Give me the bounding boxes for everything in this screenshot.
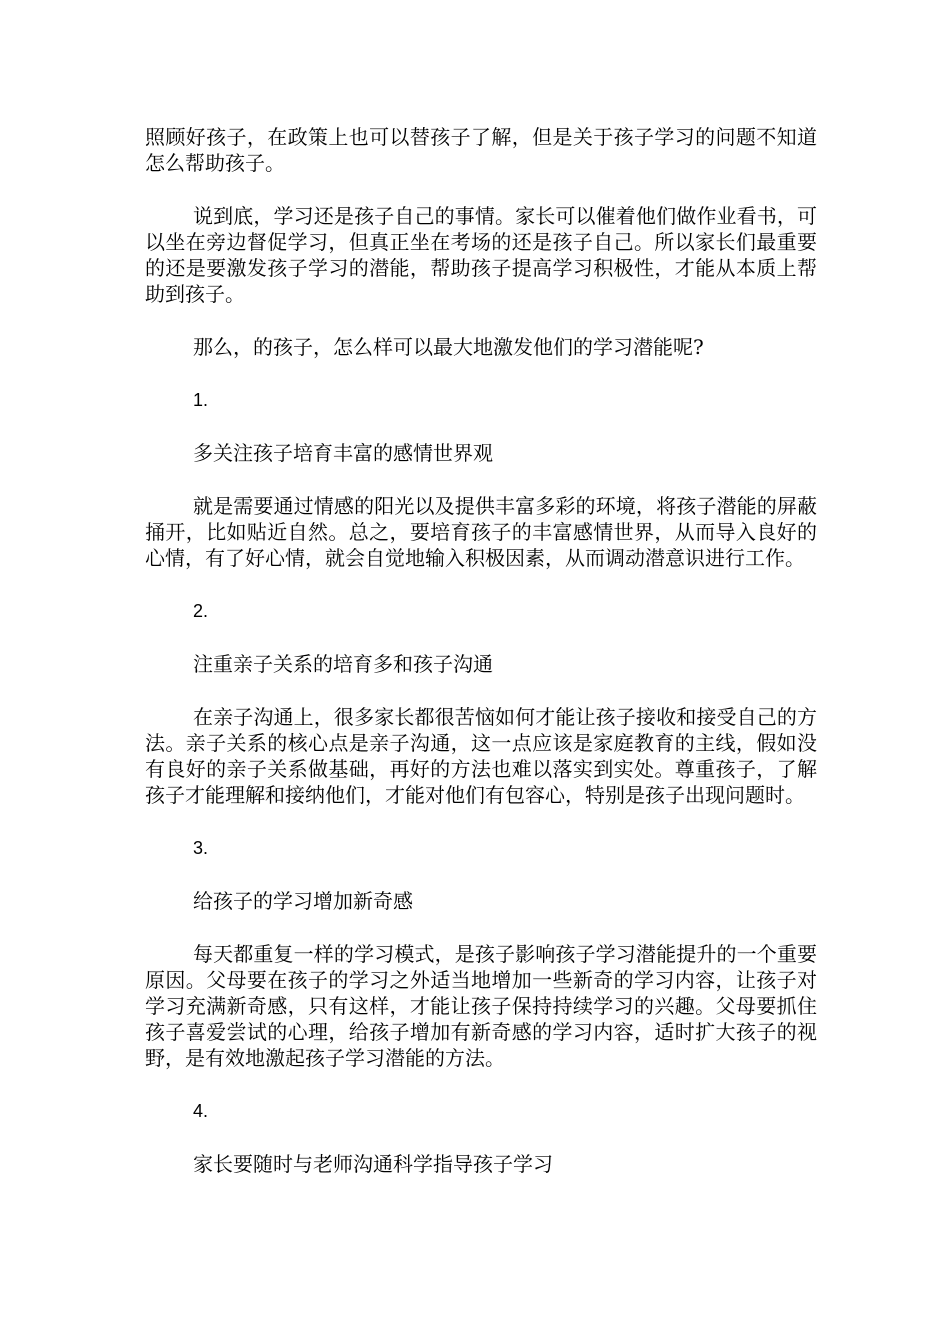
section-number-1: 1. xyxy=(193,390,209,410)
section-heading-2: 注重亲子关系的培育多和孩子沟通 xyxy=(193,652,493,676)
paragraph-question: 那么，的孩子，怎么样可以最大地激发他们的学习潜能呢? xyxy=(193,335,704,359)
paragraph-section-3: 每天都重复一样的学习模式，是孩子影响孩子学习潜能提升的一个重要原因。父母要在孩子的学习之外适当地增加一些新奇的学习内容，让孩子对学习充满新奇感，只有这样，才能让孩子保持持续学习的兴趣。父母要抓住孩子喜爱尝试的心理，给孩子增加有新奇感的学习内容，适时扩大孩子的视野，是有效地激起孩子学习潜能的方法。 xyxy=(145,942,817,1070)
section-number-2: 2. xyxy=(193,601,209,621)
paragraph-section-1: 就是需要通过情感的阳光以及提供丰富多彩的环境，将孩子潜能的屏蔽捅开，比如贴近自然。总之，要培育孩子的丰富感情世界，从而导入良好的心情，有了好心情，就会自觉地输入积极因素，从而调动潜意识进行工作。 xyxy=(145,494,817,570)
section-number-4: 4. xyxy=(193,1101,209,1121)
paragraph-self-learning: 说到底，学习还是孩子自己的事情。家长可以催着他们做作业看书，可以坐在旁边督促学习，但真正坐在考场的还是孩子自己。所以家长们最重要的还是要激发孩子学习的潜能，帮助孩子提高学习积极性，才能从本质上帮助到孩子。 xyxy=(145,204,817,306)
paragraph-section-2: 在亲子沟通上，很多家长都很苦恼如何才能让孩子接收和接受自己的方法。亲子关系的核心点是亲子沟通，这一点应该是家庭教育的主线，假如没有良好的亲子关系做基础，再好的方法也难以落实到实处。尊重孩子，了解孩子才能理解和接纳他们，才能对他们有包容心，特别是孩子出现问题时。 xyxy=(145,705,817,807)
section-number-3: 3. xyxy=(193,838,209,858)
section-heading-1: 多关注孩子培育丰富的感情世界观 xyxy=(193,441,493,465)
section-heading-3: 给孩子的学习增加新奇感 xyxy=(193,889,413,913)
paragraph-intro-continued: 照顾好孩子，在政策上也可以替孩子了解，但是关于孩子学习的问题不知道怎么帮助孩子。 xyxy=(145,125,817,175)
section-heading-4: 家长要随时与老师沟通科学指导孩子学习 xyxy=(193,1152,553,1176)
document-body xyxy=(145,124,817,1204)
